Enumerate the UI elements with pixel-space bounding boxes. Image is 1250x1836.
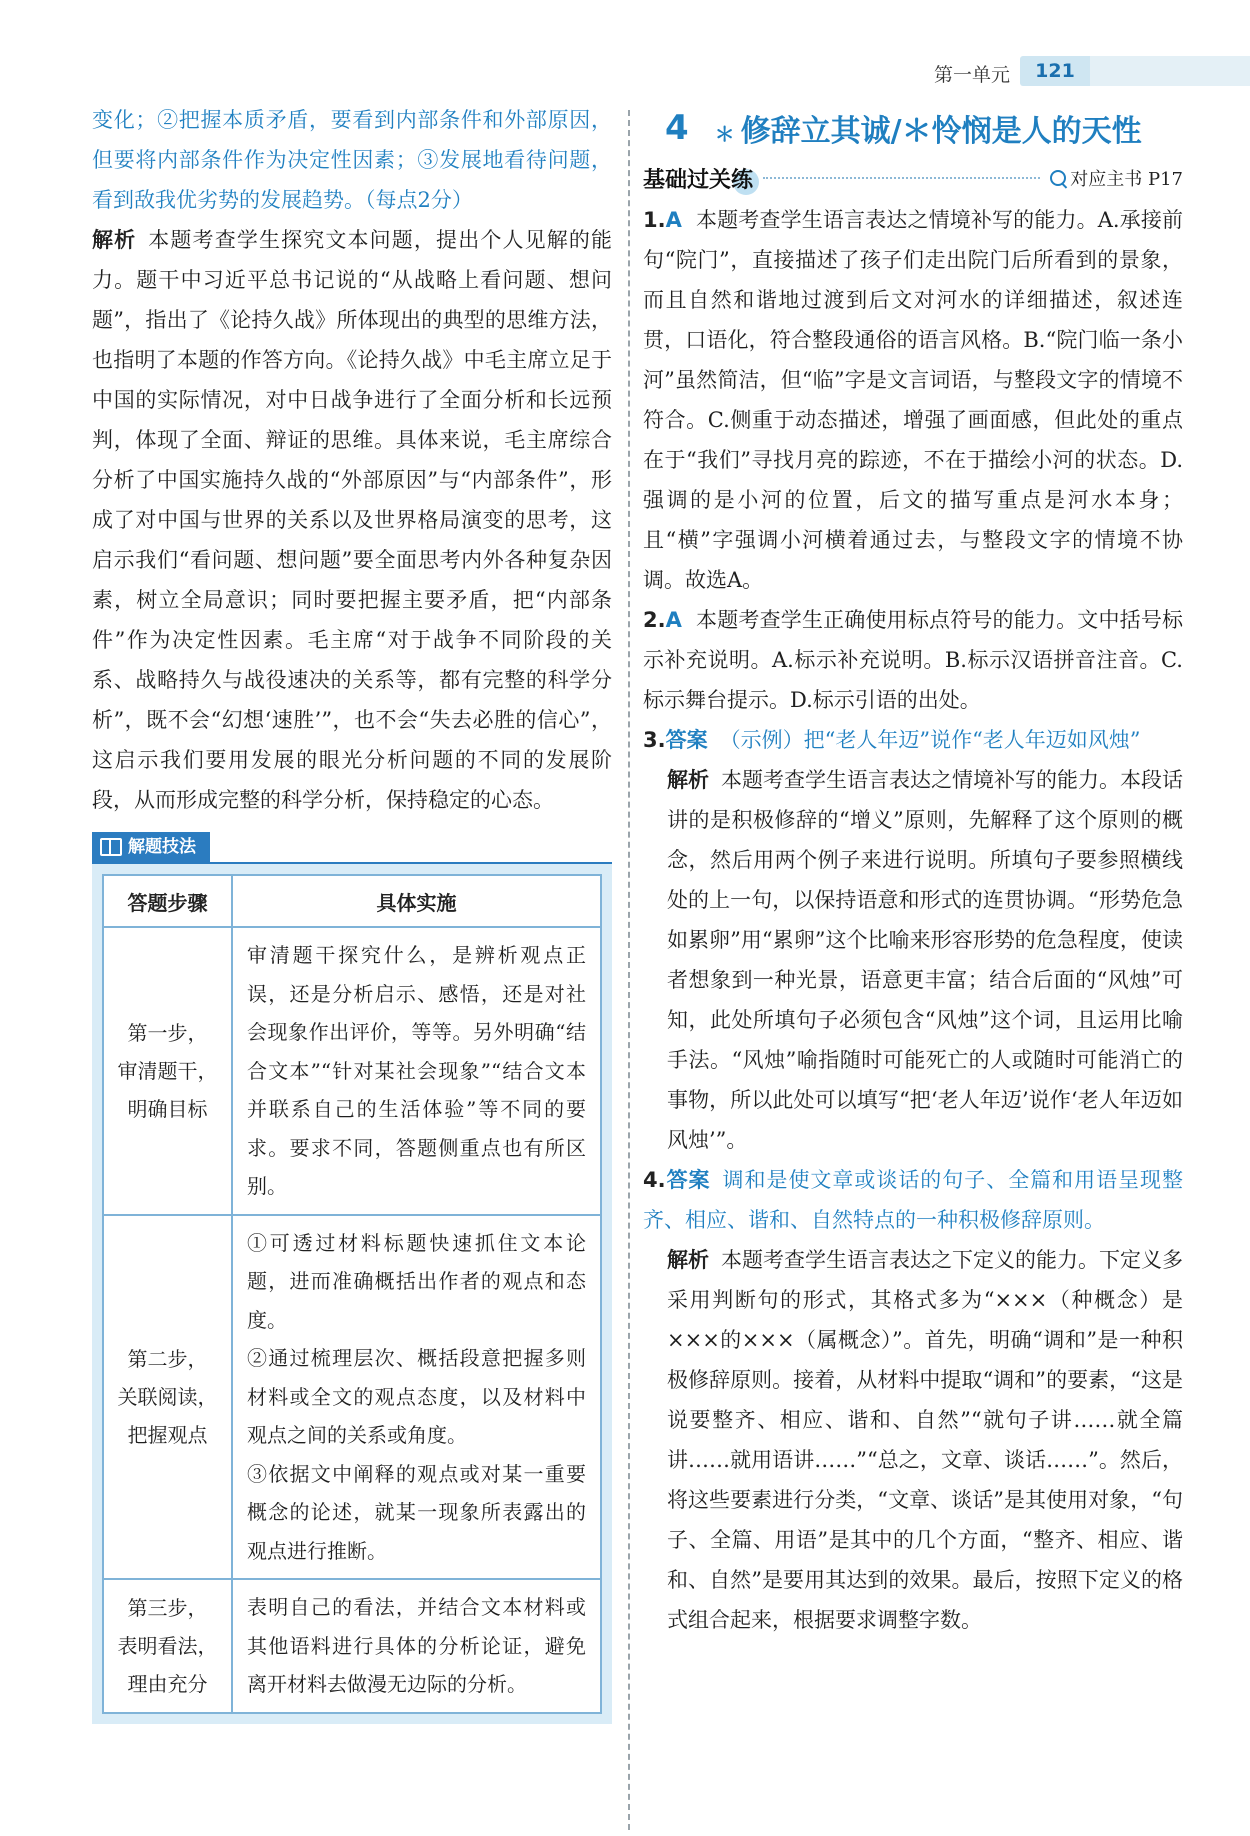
- impl-cell: [232, 1215, 601, 1580]
- q-answer: A: [665, 208, 682, 232]
- question-1: [643, 200, 1183, 600]
- q-number: 4.: [643, 1168, 666, 1192]
- impl-text: 表明自己的看法，并结合文本材料或其他语料进行具体的分析论证，避免离开材料去做漫无边际的分析。: [247, 1595, 586, 1696]
- step-line: 第一步，: [127, 1020, 208, 1045]
- main-book-ref: [1050, 165, 1183, 191]
- q-number: 2.: [643, 608, 666, 632]
- q-analysis-text: 本题考查学生语言表达之下定义的能力。下定义多采用判断句的形式，其格式多为“×××（种概念）是×××的×××（属概念）”。首先，明确“调和”是一种积极修辞原则。接着，从材料中提取“调和”的要素，“这是说要整齐、相应、谐和、自然”“就句子讲……就全篇讲……就用语讲……”“总之，文章、谈话……”。然后，将这些要素进行分类，“文章、谈话”是其使用对象，“句子、全篇、用语”是其中的几个方面，“整齐、相应、谐和、自然”是要用其达到的效果。最后，按照下定义的格式组合起来，根据要求调整字数。: [667, 1248, 1183, 1632]
- impl-text: ②通过梳理层次、概括段意把握多则材料或全文的观点态度，以及材料中观点之间的关系或角度。: [247, 1346, 586, 1447]
- q-analysis-text: 本题考查学生语言表达之情境补写的能力。本段话讲的是积极修辞的“增义”原则，先解释了这个原则的概念，然后用两个例子来进行说明。所填句子要参照横线处的上一句，以保持语意和形式的连贯协调。“形势危急如累卵”用“累卵”这个比喻来形容形势的危急程度，使读者想象到一种光景，语意更丰富；结合后面的“风烛”可知，此处所填句子必须包含“风烛”这个词，且运用比喻手法。“风烛”喻指随时可能死亡的人或随时可能消亡的事物，所以此处可以填写“把‘老人年迈’说作‘老人年迈如风烛’”。: [667, 768, 1183, 1152]
- analysis-paragraph: [92, 220, 612, 820]
- question-3-answer: [643, 720, 1183, 760]
- q-answer-text: （示例）把“老人年迈”说作“老人年迈如风烛”: [719, 728, 1141, 752]
- step-cell: [103, 1579, 232, 1713]
- impl-text: ③依据文中阐释的观点或对某一重要概念的论述，就某一现象所表露出的观点进行推断。: [247, 1461, 586, 1563]
- q-number: 3.: [643, 728, 666, 752]
- column-divider: [628, 110, 630, 1830]
- answer-label: 答案: [665, 1168, 711, 1192]
- step-line: 明确目标: [127, 1096, 208, 1121]
- lesson-title-text: 修辞立其诚/＊怜悯是人的天性: [740, 114, 1142, 149]
- lesson-title-row: [643, 100, 1183, 156]
- table-row: [103, 927, 601, 1215]
- q-explanation: 本题考查学生语言表达之情境补写的能力。A.承接前句“院门”，直接描述了孩子们走出院门后所看到的景象，而且自然和谐地过渡到后文对河水的详细描述，叙述连贯，口语化，符合整段通俗的语言风格。B.“院门临一条小河”虽然简洁，但“临”字是文言词语，与整段文字的情境不符合。C.侧重于动态描述，增强了画面感，但此处的重点在于“我们”寻找月亮的踪迹，不在于描绘小河的状态。D.强调的是小河的位置，后文的描写重点是河水本身；且“横”字强调小河横着通过去，与整段文字的情境不协调。故选A。: [643, 208, 1183, 592]
- left-column: [92, 100, 612, 1724]
- question-4-analysis: [643, 1240, 1183, 1640]
- q-answer: A: [665, 608, 682, 632]
- step-line: 第三步，: [127, 1595, 208, 1620]
- section-header: [643, 156, 1183, 200]
- dotted-leader: [763, 177, 1040, 179]
- q-explanation: 本题考查学生正确使用标点符号的能力。文中括号标示补充说明。A.标示补充说明。B.标示汉语拼音注音。C.标示舞台提示。D.标示引语的出处。: [643, 608, 1183, 712]
- technique-label: 解题技法: [128, 837, 196, 857]
- answer-continuation: 变化；②把握本质矛盾，要看到内部条件和外部原因，但要将内部条件作为决定性因素；③发展地看待问题，看到敌我优劣势的发展趋势。（每点2分）: [92, 108, 612, 212]
- technique-table-wrap: [92, 864, 612, 1724]
- page-number: 121: [1020, 56, 1090, 86]
- step-line: 表明看法，: [117, 1633, 218, 1658]
- lesson-number: 4: [665, 108, 689, 148]
- table-header-row: [103, 875, 601, 927]
- table-row: [103, 1579, 601, 1713]
- question-2: [643, 600, 1183, 720]
- lesson-title: [715, 106, 1142, 150]
- table-row: [103, 1215, 601, 1580]
- impl-text: 审清题干探究什么，是辨析观点正误，还是分析启示、感悟，还是对社会现象作出评价，等等。另外明确“结合文本”“针对某社会现象”“结合文本并联系自己的生活体验”等不同的要求。要求不同，答题侧重点也有所区别。: [247, 943, 586, 1198]
- question-4-answer: [643, 1160, 1183, 1240]
- header-bar: [1090, 56, 1250, 86]
- impl-cell: [232, 1579, 601, 1713]
- step-line: 把握观点: [127, 1422, 208, 1447]
- step-cell: [103, 1215, 232, 1580]
- book-icon: [100, 838, 122, 856]
- step-line: 理由充分: [127, 1671, 208, 1696]
- q-answer-text: 调和是使文章或谈话的句子、全篇和用语呈现整齐、相应、谐和、自然特点的一种积极修辞原则。: [643, 1168, 1184, 1232]
- analysis-label: 解析: [92, 228, 137, 252]
- technique-table: [102, 874, 602, 1714]
- q-number: 1.: [643, 208, 666, 232]
- step-line: 关联阅读，: [117, 1384, 218, 1409]
- technique-header: [92, 832, 612, 864]
- right-column: [643, 100, 1183, 1640]
- answer-label: 答案: [665, 728, 708, 752]
- step-cell: [103, 927, 232, 1215]
- analysis-label: 解析: [667, 1248, 709, 1272]
- step-line: 审清题干，: [117, 1058, 218, 1083]
- ref-text: 对应主书 P17: [1070, 169, 1183, 190]
- analysis-text: 本题考查学生探究文本问题，提出个人见解的能力。题干中习近平总书记说的“从战略上看问题、想问题”，指出了《论持久战》所体现出的典型的思维方法，也指明了本题的作答方向。《论持久战》中毛主席立足于中国的实际情况，对中日战争进行了全面分析和长远预判，体现了全面、辩证的思维。具体来说，毛主席综合分析了中国实施持久战的“外部原因”与“内部条件”，形成了对中国与世界的关系以及世界格局演变的思考，这启示我们“看问题、想问题”要全面思考内外各种复杂因素，树立全局意识；同时要把握主要矛盾，把“内部条件”作为决定性因素。毛主席“对于战争不同阶段的关系、战略持久与战役速决的关系等，都有完整的科学分析”，既不会“幻想‘速胜’”，也不会“失去必胜的信心”，这启示我们要用发展的眼光分析问题的不同的发展阶段，从而形成完整的科学分析，保持稳定的心态。: [92, 228, 613, 812]
- unit-label: 第一单元: [933, 64, 1010, 86]
- section-name: 基础过关练: [643, 163, 753, 194]
- magnifier-icon: [1050, 170, 1066, 186]
- question-3-analysis: [643, 760, 1183, 1160]
- star-mark: ＊: [714, 122, 735, 146]
- step-line: 第二步，: [127, 1346, 208, 1371]
- technique-tag: [92, 832, 210, 862]
- analysis-label: 解析: [667, 768, 709, 792]
- header-steps: 答题步骤: [103, 875, 232, 927]
- impl-cell: [232, 927, 601, 1215]
- header-impl: 具体实施: [232, 875, 601, 927]
- impl-text: ①可透过材料标题快速抓住文本论题，进而准确概括出作者的观点和态度。: [247, 1230, 586, 1332]
